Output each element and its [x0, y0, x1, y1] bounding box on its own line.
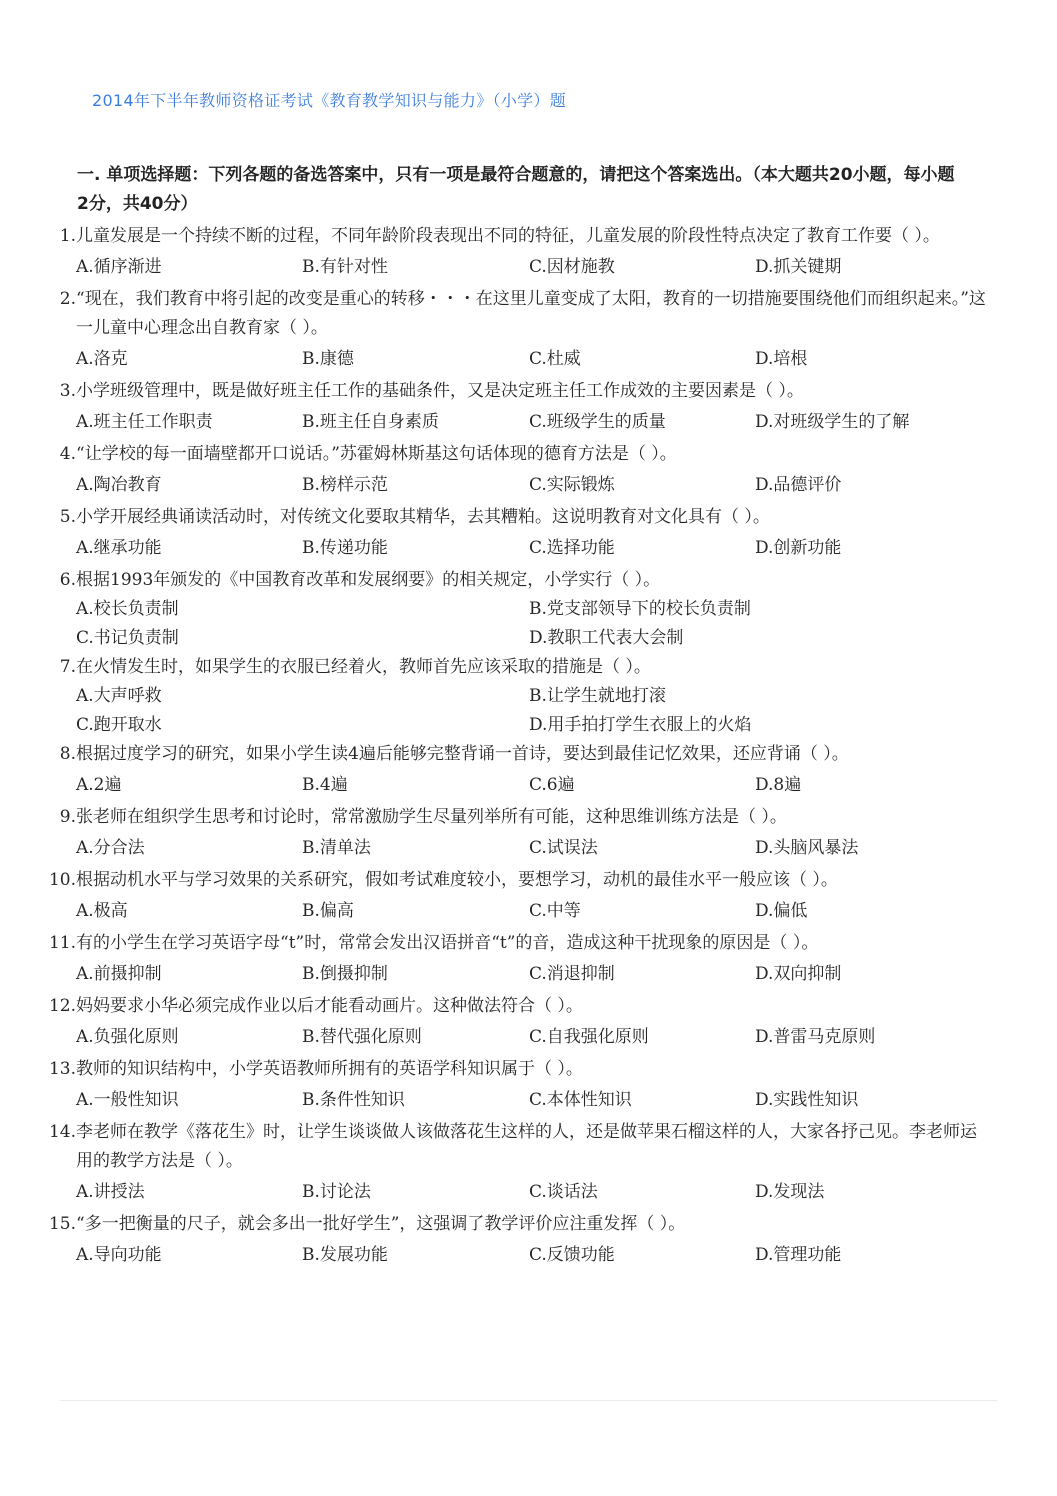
question-text: 根据动机水平与学习效果的关系研究，假如考试难度较小，要想学习，动机的最佳水平一般应该（ ）。 — [76, 870, 838, 890]
answer-option: B.传递功能 — [302, 538, 388, 558]
answer-option: D.头脑风暴法 — [755, 838, 859, 858]
answer-options — [0, 895, 1057, 929]
section-heading: 一. 单项选择题：下列各题的备选答案中，只有一项是最符合题意的，请把这个答案选出。（本大题共20小题，每小题2分，共40分） — [77, 165, 955, 214]
question-stem — [0, 1055, 1057, 1084]
question-number: 9. — [59, 807, 76, 827]
question-item — [0, 503, 1057, 566]
answer-option: C.实际锻炼 — [529, 475, 615, 495]
answer-option: A.负强化原则 — [76, 1027, 179, 1047]
answer-options — [0, 769, 1057, 803]
answer-option: B.发展功能 — [302, 1245, 388, 1265]
answer-options — [0, 532, 1057, 566]
answer-option: A.极高 — [76, 901, 128, 921]
answer-options — [0, 958, 1057, 992]
answer-option: A.洛克 — [76, 349, 128, 369]
question-number: 1. — [59, 226, 76, 246]
answer-option: A.班主任工作职责 — [76, 412, 213, 432]
answer-option: C.选择功能 — [529, 538, 615, 558]
question-text: 儿童发展是一个持续不断的过程，不同年龄阶段表现出不同的特征，儿童发展的阶段性特点决定了教育工作要（ ）。 — [76, 226, 940, 246]
question-stem — [0, 222, 1057, 251]
answer-option: A.分合法 — [76, 838, 145, 858]
question-list — [0, 222, 1057, 1273]
question-text: 李老师在教学《落花生》时，让学生谈谈做人该做落花生这样的人，还是做苹果石榴这样的人，大家各抒己见。李老师运用的教学方法是（ ）。 — [76, 1122, 977, 1171]
answer-option: B.让学生就地打滚 — [529, 686, 666, 706]
answer-options — [0, 343, 1057, 377]
question-number: 7. — [59, 657, 76, 677]
question-item — [0, 866, 1057, 929]
page-bottom-divider — [60, 1400, 997, 1401]
answer-option: B.清单法 — [302, 838, 371, 858]
question-number: 5. — [59, 507, 76, 527]
question-text: 在火情发生时，如果学生的衣服已经着火，教师首先应该采取的措施是（ ）。 — [76, 657, 651, 677]
answer-options — [0, 1021, 1057, 1055]
question-text: “现在，我们教育中将引起的改变是重心的转移・・・在这里儿童变成了太阳，教育的一切措施要围绕他们而组织起来。”这一儿童中心理念出自教育家（ ）。 — [76, 289, 986, 338]
answer-option: C.杜威 — [529, 349, 581, 369]
answer-option: D.教职工代表大会制 — [529, 628, 684, 648]
answer-option: C.本体性知识 — [529, 1090, 632, 1110]
answer-option: B.有针对性 — [302, 257, 388, 277]
answer-option: D.对班级学生的了解 — [755, 412, 910, 432]
answer-option: C.书记负责制 — [76, 628, 179, 648]
question-stem — [0, 866, 1057, 895]
question-stem — [0, 503, 1057, 532]
question-stem — [0, 285, 1057, 343]
answer-option: A.陶冶教育 — [76, 475, 162, 495]
question-item — [0, 566, 1057, 653]
question-number: 10. — [48, 870, 76, 890]
answer-option: B.替代强化原则 — [302, 1027, 422, 1047]
answer-option: C.6遍 — [529, 775, 575, 795]
answer-option: D.8遍 — [755, 775, 802, 795]
answer-option: B.偏高 — [302, 901, 354, 921]
question-text: 张老师在组织学生思考和讨论时，常常激励学生尽量列举所有可能，这种思维训练方法是（ ）。 — [76, 807, 787, 827]
question-text: 妈妈要求小华必须完成作业以后才能看动画片。这种做法符合（ ）。 — [76, 996, 583, 1016]
answer-option: D.创新功能 — [755, 538, 842, 558]
question-stem — [0, 566, 1057, 595]
question-text: 有的小学生在学习英语字母“t”时，常常会发出汉语拼音“t”的音，造成这种干扰现象的原因是（ ）。 — [76, 933, 819, 953]
document-title: 2014年下半年教师资格证考试《教育教学知识与能力》（小学）题 — [92, 91, 567, 110]
answer-option: B.榜样示范 — [302, 475, 388, 495]
answer-option: B.4遍 — [302, 775, 348, 795]
question-stem — [0, 992, 1057, 1021]
answer-option: D.抓关键期 — [755, 257, 842, 277]
question-item — [0, 992, 1057, 1055]
answer-option: C.中等 — [529, 901, 581, 921]
answer-option: A.循序渐进 — [76, 257, 162, 277]
answer-option: D.管理功能 — [755, 1245, 842, 1265]
answer-options — [0, 682, 1057, 740]
question-stem — [0, 1118, 1057, 1176]
answer-option: A.前摄抑制 — [76, 964, 162, 984]
answer-option: C.班级学生的质量 — [529, 412, 666, 432]
question-text: 根据过度学习的研究，如果小学生读4遍后能够完整背诵一首诗，要达到最佳记忆效果，还应背诵（ ）。 — [76, 744, 849, 764]
answer-option: B.倒摄抑制 — [302, 964, 388, 984]
question-item — [0, 929, 1057, 992]
answer-option: A.导向功能 — [76, 1245, 162, 1265]
question-number: 3. — [59, 381, 76, 401]
question-text: 根据1993年颁发的《中国教育改革和发展纲要》的相关规定，小学实行（ ）。 — [76, 570, 661, 590]
question-item — [0, 1055, 1057, 1118]
question-text: 小学班级管理中，既是做好班主任工作的基础条件，又是决定班主任工作成效的主要因素是（ ）。 — [76, 381, 804, 401]
question-number: 15. — [48, 1214, 76, 1234]
question-stem — [0, 653, 1057, 682]
answer-option: B.党支部领导下的校长负责制 — [529, 599, 751, 619]
question-item — [0, 440, 1057, 503]
answer-option: D.培根 — [755, 349, 808, 369]
answer-option: C.反馈功能 — [529, 1245, 615, 1265]
answer-option: A.继承功能 — [76, 538, 162, 558]
answer-option: C.自我强化原则 — [529, 1027, 649, 1047]
question-item — [0, 740, 1057, 803]
question-text: 教师的知识结构中，小学英语教师所拥有的英语学科知识属于（ ）。 — [76, 1059, 583, 1079]
answer-options — [0, 1239, 1057, 1273]
question-stem — [0, 803, 1057, 832]
answer-options — [0, 832, 1057, 866]
question-stem — [0, 440, 1057, 469]
question-number: 11. — [48, 933, 76, 953]
question-number: 12. — [48, 996, 76, 1016]
question-item — [0, 1210, 1057, 1273]
answer-option: A.大声呼救 — [76, 686, 162, 706]
question-item — [0, 377, 1057, 440]
question-stem — [0, 929, 1057, 958]
question-number: 13. — [48, 1059, 76, 1079]
question-text: 小学开展经典诵读活动时，对传统文化要取其精华，去其糟粕。这说明教育对文化具有（ ）。 — [76, 507, 770, 527]
answer-options — [0, 251, 1057, 285]
question-text: “多一把衡量的尺子，就会多出一批好学生”，这强调了教学评价应注重发挥（ ）。 — [76, 1214, 686, 1234]
question-number: 8. — [59, 744, 76, 764]
answer-option: B.班主任自身素质 — [302, 412, 439, 432]
answer-option: C.因材施教 — [529, 257, 615, 277]
question-item — [0, 285, 1057, 377]
answer-option: D.品德评价 — [755, 475, 842, 495]
answer-option: A.校长负责制 — [76, 599, 179, 619]
answer-option: B.讨论法 — [302, 1182, 371, 1202]
answer-option: D.双向抑制 — [755, 964, 842, 984]
answer-option: D.偏低 — [755, 901, 808, 921]
answer-option: C.消退抑制 — [529, 964, 615, 984]
answer-option: A.讲授法 — [76, 1182, 145, 1202]
answer-option: A.2遍 — [76, 775, 122, 795]
question-number: 6. — [59, 570, 76, 590]
answer-option: D.用手拍打学生衣服上的火焰 — [529, 715, 752, 735]
answer-options — [0, 1176, 1057, 1210]
answer-option: D.普雷马克原则 — [755, 1027, 876, 1047]
question-stem — [0, 740, 1057, 769]
answer-options — [0, 469, 1057, 503]
answer-option: C.跑开取水 — [76, 715, 162, 735]
question-stem — [0, 377, 1057, 406]
answer-option: D.实践性知识 — [755, 1090, 859, 1110]
answer-option: C.谈话法 — [529, 1182, 598, 1202]
question-item — [0, 1118, 1057, 1210]
question-number: 4. — [59, 444, 76, 464]
question-text: “让学校的每一面墙壁都开口说话。”苏霍姆林斯基这句话体现的德育方法是（ ）。 — [76, 444, 677, 464]
answer-option: D.发现法 — [755, 1182, 825, 1202]
question-number: 2. — [59, 289, 76, 309]
answer-options — [0, 595, 1057, 653]
answer-option: B.条件性知识 — [302, 1090, 405, 1110]
question-item — [0, 653, 1057, 740]
answer-option: B.康德 — [302, 349, 354, 369]
answer-options — [0, 1084, 1057, 1118]
answer-options — [0, 406, 1057, 440]
question-item — [0, 222, 1057, 285]
question-stem — [0, 1210, 1057, 1239]
question-item — [0, 803, 1057, 866]
question-number: 14. — [48, 1122, 76, 1142]
answer-option: C.试误法 — [529, 838, 598, 858]
answer-option: A.一般性知识 — [76, 1090, 179, 1110]
